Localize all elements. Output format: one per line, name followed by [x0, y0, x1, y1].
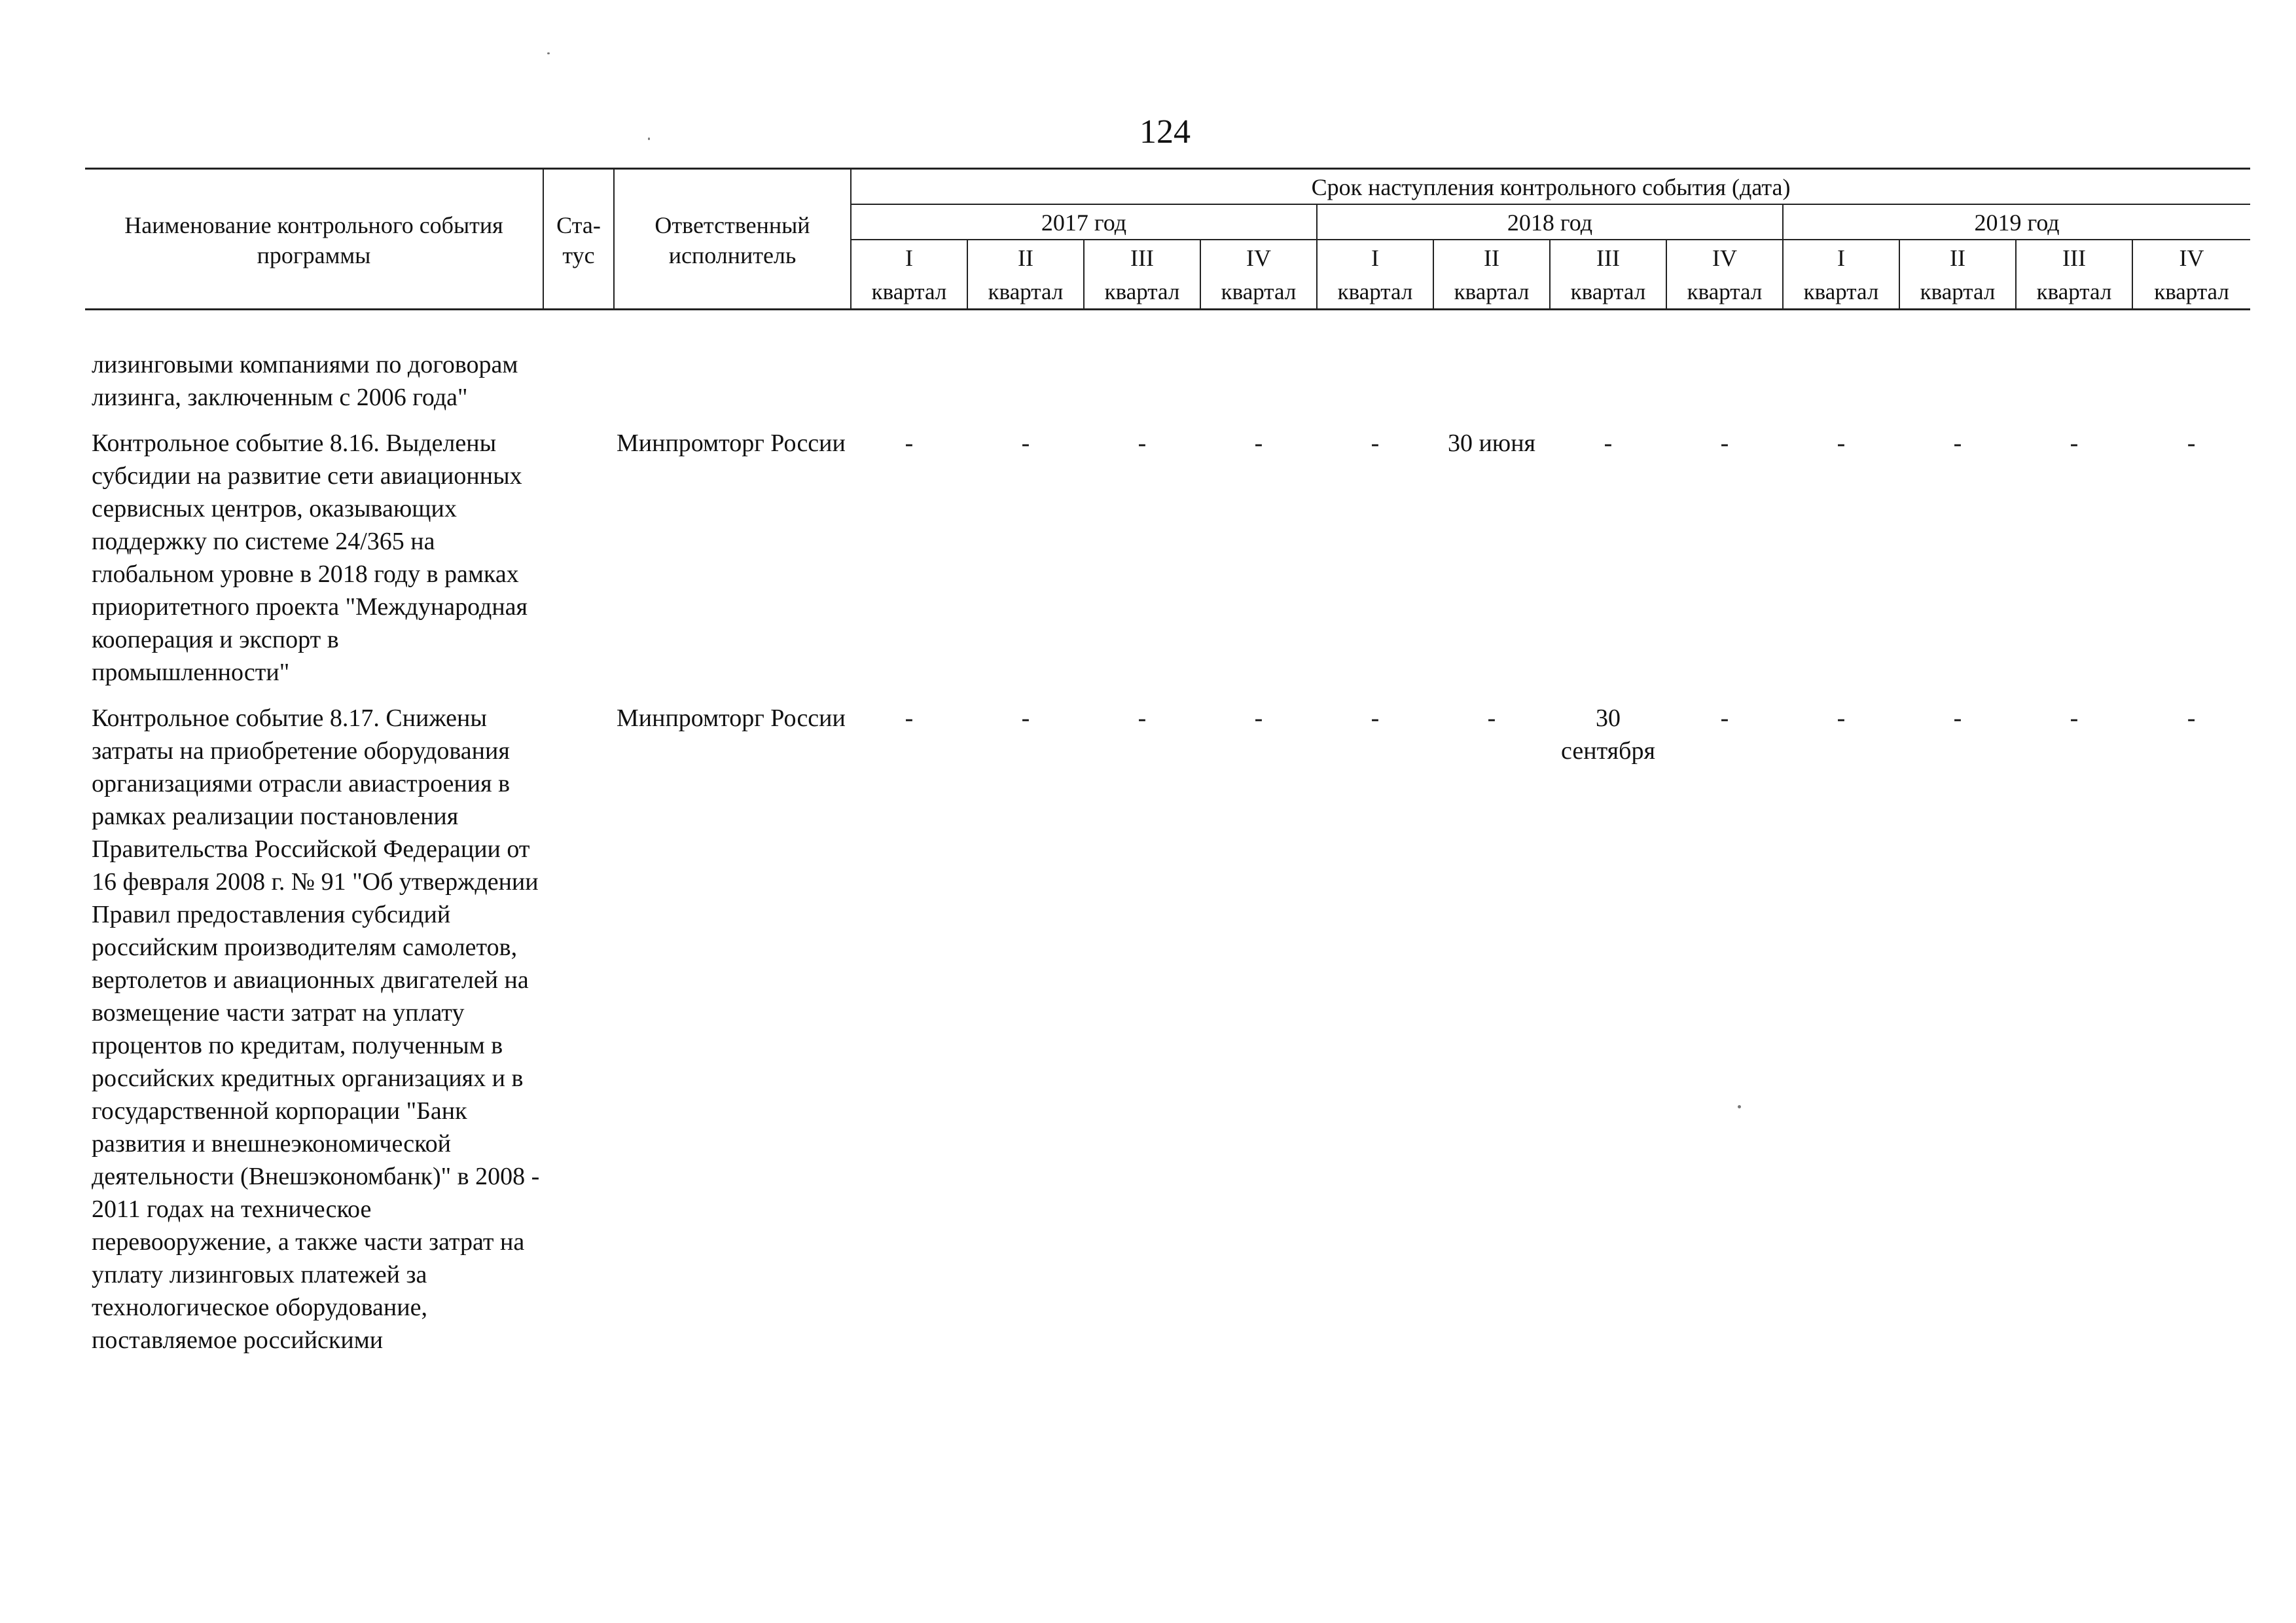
header-year-2018: 2018 год: [1317, 204, 1783, 240]
header-quarter-number: IV: [1666, 240, 1783, 274]
header-quarter-number: IV: [1200, 240, 1317, 274]
quarter-cell: -: [2187, 429, 2196, 457]
table-row: [85, 702, 2250, 1357]
header-quarter-word: квартал: [2132, 274, 2250, 310]
table-row: [85, 427, 2250, 689]
header-year-2019: 2019 год: [1783, 204, 2250, 240]
quarter-cell: -: [1604, 429, 1613, 457]
header-quarter-number: I: [1317, 240, 1433, 274]
quarter-cell: [1550, 348, 1666, 414]
quarter-cell: -: [2070, 429, 2079, 457]
quarter-cell: -: [1837, 429, 1846, 457]
event-name: Контрольное событие 8.17. Снижены затраты на приобретение оборудования организациями отрасли авиастроения в рамках реализации постановления Правительства Российской Федерации от 16 февраля 2008 г. № 91 "Об утверждении Правил предоставления субсидий российским производителям самолетов, вертолетов и авиационных двигателей на возмещение части затрат на уплату процентов по кредитам, полученным в российских кредитных организациях и в государственной корпорации "Банк развития и внешнеэкономической деятельности (Внешэкономбанк)" в 2008 - 2011 годах на техническое перевооружение, а также части затрат на уплату лизинговых платежей за технологическое оборудование, поставляемое российскими: [92, 704, 540, 1354]
header-quarter-word: квартал: [967, 274, 1084, 310]
header-quarter-word: квартал: [1433, 274, 1550, 310]
quarter-cell: [851, 348, 967, 414]
quarter-cell: -: [1953, 429, 1962, 457]
quarter-cell: [2016, 348, 2132, 414]
quarter-cell: -: [1371, 704, 1380, 732]
header-quarter-number: II: [1433, 240, 1550, 274]
quarter-cell: 30 сентября: [1561, 704, 1655, 765]
quarter-cell: -: [1021, 429, 1030, 457]
scan-speck: [648, 137, 650, 140]
quarter-cell: [1084, 348, 1200, 414]
header-quarter-number: I: [851, 240, 967, 274]
header-status: Ста-тус: [543, 169, 614, 310]
event-executor: [614, 348, 851, 414]
event-executor: Минпромторг России: [617, 429, 846, 457]
event-status: [543, 427, 614, 689]
quarter-cell: -: [1487, 704, 1496, 732]
header-quarter-number: II: [967, 240, 1084, 274]
quarter-cell: [2132, 348, 2250, 414]
event-executor: Минпромторг России: [617, 704, 846, 732]
table-row: [85, 348, 2250, 414]
header-quarter-word: квартал: [1899, 274, 2016, 310]
quarter-cell: -: [1254, 429, 1263, 457]
quarter-cell: -: [1254, 704, 1263, 732]
header-year-2017: 2017 год: [851, 204, 1317, 240]
quarter-cell: -: [905, 429, 914, 457]
scan-speck: [547, 52, 550, 54]
quarter-cell: [1783, 348, 1899, 414]
quarter-cell: -: [1720, 429, 1729, 457]
quarter-cell: -: [2187, 704, 2196, 732]
header-quarter-word: квартал: [851, 274, 967, 310]
quarter-cell: -: [1138, 429, 1147, 457]
header-quarter-word: квартал: [1200, 274, 1317, 310]
header-quarter-word: квартал: [1783, 274, 1899, 310]
header-quarter-word: квартал: [2016, 274, 2132, 310]
header-quarter-number: II: [1899, 240, 2016, 274]
header-quarter-number: III: [2016, 240, 2132, 274]
quarter-cell: [1200, 348, 1317, 414]
header-quarter-number: III: [1084, 240, 1200, 274]
header-quarter-number: I: [1783, 240, 1899, 274]
quarter-cell: [1899, 348, 2016, 414]
quarter-cell: [1433, 348, 1550, 414]
table-header: [85, 169, 2250, 310]
event-status: [543, 348, 614, 414]
quarter-cell: -: [2070, 704, 2079, 732]
page-number: 124: [1139, 113, 1191, 151]
quarter-cell: -: [1021, 704, 1030, 732]
quarter-cell: -: [1953, 704, 1962, 732]
header-event-name: Наименование контрольного события программы: [85, 169, 543, 310]
quarter-cell: -: [1837, 704, 1846, 732]
quarter-cell: -: [1720, 704, 1729, 732]
quarter-cell: -: [1371, 429, 1380, 457]
quarter-cell: [1666, 348, 1783, 414]
control-events-table: [85, 168, 2250, 1357]
header-quarter-word: квартал: [1666, 274, 1783, 310]
header-quarter-number: IV: [2132, 240, 2250, 274]
quarter-cell: [967, 348, 1084, 414]
header-quarter-word: квартал: [1317, 274, 1433, 310]
header-executor: Ответственный исполнитель: [614, 169, 851, 310]
event-name: лизинговыми компаниями по договорам лизинга, заключенным с 2006 года": [92, 351, 518, 411]
quarter-cell: 30 июня: [1447, 429, 1536, 457]
event-name: Контрольное событие 8.16. Выделены субсидии на развитие сети авиационных сервисных центров, оказывающих поддержку по системе 24/365 на глобальном уровне в 2018 году в рамках приоритетного проекта "Международная кооперация и экспорт в промышленности": [92, 429, 528, 686]
header-quarter-word: квартал: [1084, 274, 1200, 310]
event-status: [543, 702, 614, 1357]
table-body: [85, 310, 2250, 1357]
quarter-cell: -: [905, 704, 914, 732]
quarter-cell: -: [1138, 704, 1147, 732]
header-quarter-word: квартал: [1550, 274, 1666, 310]
quarter-cell: [1317, 348, 1433, 414]
header-quarter-number: III: [1550, 240, 1666, 274]
header-deadline-group: Срок наступления контрольного события (дата): [851, 169, 2250, 205]
